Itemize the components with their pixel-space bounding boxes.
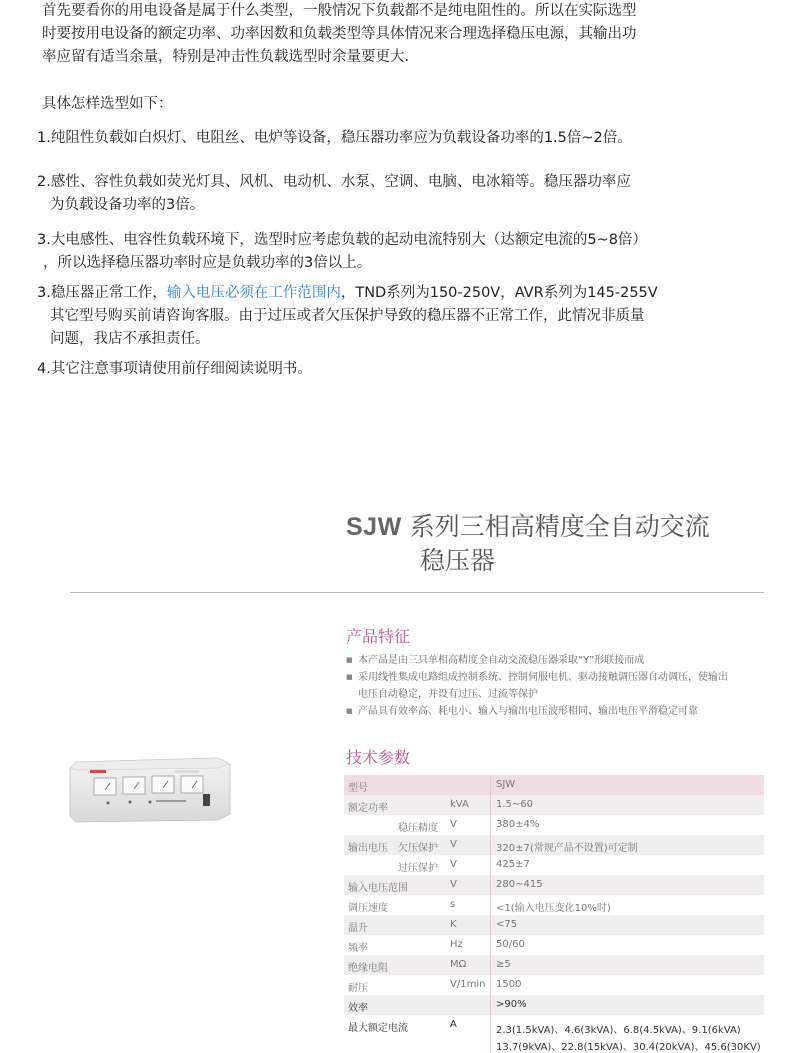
features-heading: 产品特征 [346, 627, 411, 646]
row-unit: MΩ [450, 959, 467, 970]
feature-item: ■ 本产品是由三只单相高精度全自动交流稳压器采取“Y”形联接而成 [346, 652, 771, 669]
row-unit: V [450, 839, 457, 850]
guide-item-2-line1: 2.感性、容性负载如荧光灯具、风机、电动机、水泵、空调、电脑、电冰箱等。稳压器功率应 [37, 174, 631, 190]
row-value: 320±7(常规产品不设置)可定制 [496, 843, 638, 854]
feature-item: ■ 产品具有效率高、耗电小、输入与输出电压波形相同、输出电压平滑稳定可靠 [346, 703, 771, 720]
row-unit: V [450, 819, 457, 830]
row-label: 效率 [348, 1003, 368, 1014]
row-sublabel: 过压保护 [398, 863, 438, 874]
row-label: 绝缘电阻 [348, 963, 388, 974]
table-row [344, 855, 764, 875]
guide-item-3 [37, 229, 697, 275]
intro-line: 首先要看你的用电设备是属于什么类型，一般情况下负载都不是纯电阻性的。所以在实际选型 [42, 3, 637, 19]
table-row [344, 875, 764, 895]
row-value: 380±4% [496, 819, 540, 830]
product-title [346, 510, 710, 578]
guide-item-4-pre: 3.稳压器正常工作， [37, 285, 167, 301]
feature-item-continued: 电压自动稳定，并设有过压、过流等保护 [358, 689, 538, 700]
guide-item-4-line1 [37, 282, 697, 305]
row-unit: V [450, 859, 457, 870]
row-unit: s [450, 899, 456, 910]
table-row [344, 835, 764, 855]
divider [70, 592, 764, 593]
row-sublabel: 稳压精度 [398, 823, 438, 834]
row-label: 调压速度 [348, 903, 388, 914]
column-divider [490, 777, 491, 1053]
row-label: 输入电压范围 [348, 883, 408, 894]
guide-item-3-line1: 3.大电感性、电容性负载环境下，选型时应考虑负载的起动电流特别大（达额定电流的5~8倍） [37, 232, 647, 248]
product-image [68, 756, 234, 824]
table-header-row [344, 775, 764, 795]
row-value: 280~415 [496, 879, 543, 890]
guide-item-3-line2: ，所以选择稳压器功率时应是负载功率的3倍以上。 [43, 255, 372, 271]
table-row [344, 935, 764, 955]
row-label: 耐压 [348, 983, 368, 994]
row-label: 最大额定电流 [348, 1023, 408, 1034]
row-value: >90% [496, 999, 527, 1010]
row-label: 输出电压 [348, 843, 388, 854]
how-label: 具体怎样选型如下： [42, 96, 173, 112]
guide-item-4-line2: 其它型号购买前请咨询客服。由于过压或者欠压保护导致的稳压器不正常工作，此情况非质量 [50, 308, 645, 324]
row-label: 额定功率 [348, 803, 388, 814]
row-unit: V [450, 879, 457, 890]
intro-paragraph [42, 0, 682, 69]
product-code: SJW [346, 513, 402, 541]
row-unit: V/1min [450, 979, 486, 990]
row-value: 50/60 [496, 939, 525, 950]
row-unit: K [450, 919, 457, 930]
table-row [344, 895, 764, 915]
row-value: <1(输入电压变化10%时) [496, 903, 611, 914]
row-value-continued: 13.7(9kVA)、22.8(15kVA)、30.4(20kVA)、45.6(30KV) [496, 1042, 761, 1053]
table-row [344, 995, 764, 1015]
guide-item-2-line2: 为负载设备功率的3倍。 [50, 197, 205, 213]
row-value: 2.3(1.5kVA)、4.6(3kVA)、6.8(4.5kVA)、9.1(6kVA) [496, 1025, 741, 1036]
table-row [344, 795, 764, 815]
table-row [344, 1015, 764, 1053]
table-row [344, 955, 764, 975]
product-title-line2: 稳压器 [420, 546, 496, 575]
specs-heading: 技术参数 [346, 748, 411, 767]
row-value: 425±7 [496, 859, 530, 870]
table-row [344, 915, 764, 935]
row-value: 1.5~60 [496, 799, 534, 810]
guide-item-2 [37, 171, 697, 217]
row-value: <75 [496, 919, 518, 930]
features-list [346, 652, 771, 720]
intro-line: 时要按用电设备的额定功率、功率因数和负载类型等具体情况来合理选择稳压电源，其输出功 [42, 26, 637, 42]
feature-item: ■ 采用线性集成电路组成控制系统、控制伺服电机、驱动接触调压器自动调压，使输出 [346, 669, 771, 686]
row-unit: Hz [450, 939, 463, 950]
row-unit: kVA [450, 799, 469, 810]
table-row [344, 815, 764, 835]
guide-item-4-post: ，TND系列为150-250V，AVR系列为145-255V [340, 285, 658, 301]
row-unit: A [450, 1019, 457, 1030]
row-label: 温升 [348, 923, 368, 934]
guide-item-5: 4.其它注意事项请使用前仔细阅读说明书。 [37, 361, 312, 377]
intro-line: 率应留有适当余量，特别是冲击性负载选型时余量要更大. [42, 49, 410, 65]
guide-item-4-line3: 问题，我店不承担责任。 [50, 331, 210, 347]
product-title-line1: 系列三相高精度全自动交流 [409, 512, 710, 541]
header-name: 型号 [348, 783, 368, 794]
guide-item-4 [37, 282, 697, 351]
row-sublabel: 欠压保护 [398, 843, 438, 854]
table-row [344, 975, 764, 995]
header-value: SJW [496, 779, 516, 790]
voltage-range-highlight: 输入电压必须在工作范围内 [166, 285, 341, 301]
row-value: 1500 [496, 979, 522, 990]
row-value: ≥5 [496, 959, 511, 970]
row-label: 频率 [348, 943, 368, 954]
guide-item-1: 1.纯阻性负载如白炽灯、电阻丝、电炉等设备，稳压器功率应为负载设备功率的1.5倍~2倍。 [37, 130, 632, 146]
